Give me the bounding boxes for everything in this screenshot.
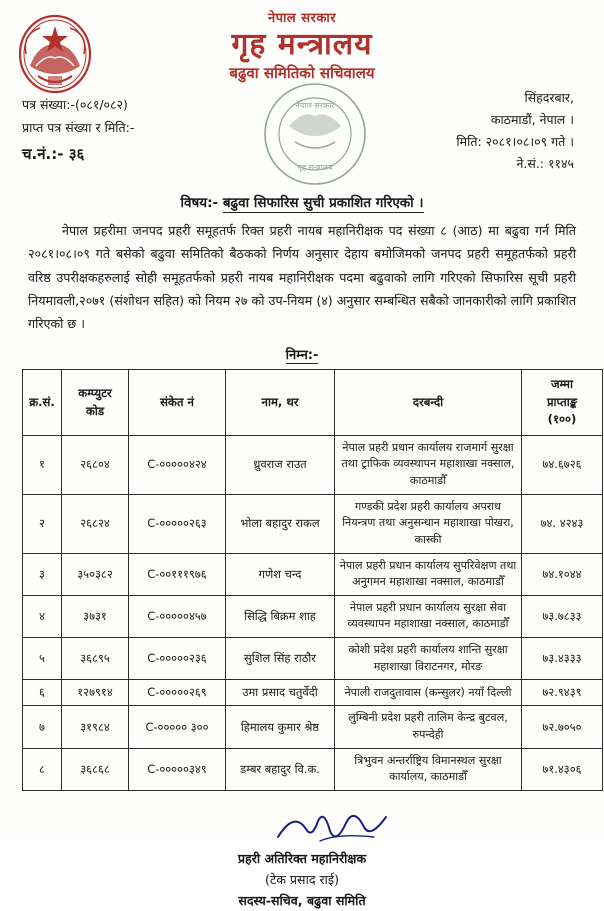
cell-symbol: C-०००००४२४ (129, 435, 226, 494)
cell-code: ३७३१ (62, 595, 129, 637)
handwritten-signature-icon (272, 807, 392, 847)
ministry-block (22, 28, 582, 83)
ministry-sub: बढुवा समितिको सचिवालय (229, 63, 375, 82)
cell-symbol: C-०००००२६९ (129, 680, 226, 706)
cell-code: २६८०४ (62, 435, 129, 494)
cell-total: ७४.१०४४ (522, 553, 603, 595)
th-computer-code (62, 370, 129, 435)
cell-name: हिमालय कुमार श्रेष्ठ (226, 706, 335, 748)
cell-total: ७३.७८३३ (522, 595, 603, 637)
cell-post: लुम्बिनी प्रदेश प्रहरी तालिम केन्द्र बुटवल, रुपन्देही (335, 706, 522, 748)
cell-symbol: C-०००००२३६ (129, 638, 226, 680)
cell-sn: ६ (23, 680, 62, 706)
cell-name: डम्बर बहादुर वि.क. (226, 748, 335, 790)
cell-sn: ३ (23, 553, 62, 595)
signatory-role: सदस्य-सचिव, बढुवा समिति (238, 892, 366, 908)
table-row (23, 595, 603, 637)
table-row (23, 680, 603, 706)
table-row (23, 748, 603, 790)
table-row (23, 638, 603, 680)
cell-name: ध्रुवराज राउत (226, 435, 335, 494)
cell-symbol: C-०००००२६३ (129, 494, 226, 553)
subject-line (22, 193, 582, 211)
body-paragraph: नेपाल प्रहरीमा जनपद प्रहरी समूहतर्फ रिक्त प्रहरी नायब महानिरीक्षक पद संख्या ८ (आठ) मा बढुवा गर्न मिति २०८१।०८।०९ गते बसेको बढुवा समितिको बैठकको निर्णय अनुसार देहाय बमोजिमको जनपद प्रहरी समूहतर्फको प्रहरी वरिष्ठ उपरीक्षकहरुलाई सोही समूहतर्फको प्रहरी नायब महानिरीक्षक पदमा बढुवाको लागि गरिएको सिफारिस सूची प्रहरी नियमावली,२०७१ (संशोधन सहित) को नियम २७ को उप-नियम (४) अनुसार सम्बन्धित सबैको जानकारीको लागि प्रकाशित गरिएको छ । (28, 223, 576, 332)
dispatch-number: च.नं.:- ३६ (22, 145, 85, 164)
cell-total: ७२.७०५० (522, 706, 603, 748)
subject-prefix: विषय:- (180, 195, 219, 211)
address-line2: काठमाडौं, नेपाल । (490, 111, 574, 127)
signatory-name: (टेक प्रसाद राई) (264, 871, 340, 887)
nepal-emblem-icon (18, 14, 92, 94)
signature-block (22, 813, 582, 908)
gov-line: नेपाल सरकार (267, 11, 337, 26)
promotion-table (22, 369, 603, 791)
cell-sn: ४ (23, 595, 62, 637)
cell-symbol: C-००१११९७६ (129, 553, 226, 595)
cell-post: कोशी प्रदेश प्रहरी कार्यालय शान्ति सुरक्षा महाशाखा विराटनगर, मोरङ (335, 638, 522, 680)
nimna-label (22, 345, 582, 363)
meta-left (22, 93, 134, 169)
cell-post: नेपाल प्रहरी प्रधान कार्यालय सुपरिवेक्षण तथा अनुगमन महाशाखा नक्साल, काठमाडौँ (335, 553, 522, 595)
cell-code: २६८२४ (62, 494, 129, 553)
cell-code: ३१९८४ (62, 706, 129, 748)
meta-right (456, 87, 574, 175)
table-row (23, 494, 603, 553)
th-name: नाम, थर (226, 370, 335, 435)
cell-symbol: C-०००००४५७ (129, 595, 226, 637)
cell-code: ३६८६८ (62, 748, 129, 790)
letter-number: पत्र संख्या:-(०८१/०८२) (22, 97, 128, 112)
th-post: दरबन्दी (335, 370, 522, 435)
cell-sn: ८ (23, 748, 62, 790)
cell-total: ७४. ४२४३ (522, 494, 603, 553)
cell-total: ७४.६७२६ (522, 435, 603, 494)
subject-text: बढुवा सिफारिस सुची प्रकाशित गरिएको । (222, 195, 424, 211)
nimna-text: निम्न:- (285, 348, 319, 364)
th-sn: क्र.सं. (23, 370, 62, 435)
cell-code: ३५०३८२ (62, 553, 129, 595)
cell-post: नेपाल प्रहरी प्रधान कार्यालय सुरक्षा सेवा व्यवस्थापन महाशाखा नक्साल, काठमाडौँ (335, 595, 522, 637)
ministry-name: गृह मन्त्रालय (231, 27, 373, 62)
signatory-rank: प्रहरी अतिरिक्त महानिरीक्षक (237, 851, 367, 867)
th-total-l3: (१००) (547, 412, 577, 427)
seal-top-text: नेपाल सरकार (295, 101, 335, 110)
cell-total: ७३.४३३३ (522, 638, 603, 680)
table-row (23, 435, 603, 494)
signature-lines (22, 849, 582, 911)
cell-post: नेपाल प्रहरी प्रधान कार्यालय राजमार्ग सुरक्षा तथा ट्राफिक व्यवस्थापन महाशाखा नक्साल, काठमाडौँ (335, 435, 522, 494)
th-computer-code-l1: कम्प्युटर (78, 386, 112, 401)
cell-sn: १ (23, 435, 62, 494)
seal-bottom-text: गृह मन्त्रालय (297, 163, 333, 172)
cell-name: गणेश चन्द (226, 553, 335, 595)
table-row (23, 553, 603, 595)
address-line1: सिंहदरबार, (524, 90, 574, 105)
cell-sn: ७ (23, 706, 62, 748)
cell-sn: २ (23, 494, 62, 553)
cell-code: ३६८९५ (62, 638, 129, 680)
table-row (23, 706, 603, 748)
cell-name: उमा प्रसाद चतुर्वेदी (226, 680, 335, 706)
th-total-marks (522, 370, 603, 435)
cell-name: सिद्धि बिक्रम शाह (226, 595, 335, 637)
cell-name: भोला बहादुर राकल (226, 494, 335, 553)
th-symbol-no: संकेत नं (129, 370, 226, 435)
table-header-row (23, 370, 603, 435)
cell-post: त्रिभुवन अन्तर्राष्ट्रिय विमानस्थल सुरक्षा कार्यालय, काठमाडौँ (335, 748, 522, 790)
th-total-l1: जम्मा (550, 377, 573, 392)
date-line: मिति: २०८१।०८।०९ गते । (456, 133, 574, 149)
cell-total: ७२.९४३९ (522, 680, 603, 706)
cell-symbol: C-००००० ३०० (129, 706, 226, 748)
meta-block (22, 87, 582, 183)
table-body (23, 435, 603, 790)
cell-post: नेपाली राजदुतावास (कन्सुलर) नयाँ दिल्ली (335, 680, 522, 706)
th-total-l2: प्राप्ताङ्क (546, 394, 578, 409)
cell-post: गण्डकी प्रदेश प्रहरी कार्यालय अपराध नियन्त्रण तथा अनुसन्धान महाशाखा पोखरा, कास्की (335, 494, 522, 553)
cell-code: १२७९१४ (62, 680, 129, 706)
nepal-sambat-line: ने.सं.: ११४५ (516, 155, 574, 171)
cell-symbol: C-०००००३४९ (129, 748, 226, 790)
cell-sn: ५ (23, 638, 62, 680)
cell-total: ७१.४३०६ (522, 748, 603, 790)
cell-name: सुशिल सिंह राठौर (226, 638, 335, 680)
th-computer-code-l2: कोड (85, 403, 105, 418)
received-letter-number: प्राप्त पत्र संख्या र मिति:- (22, 120, 135, 136)
